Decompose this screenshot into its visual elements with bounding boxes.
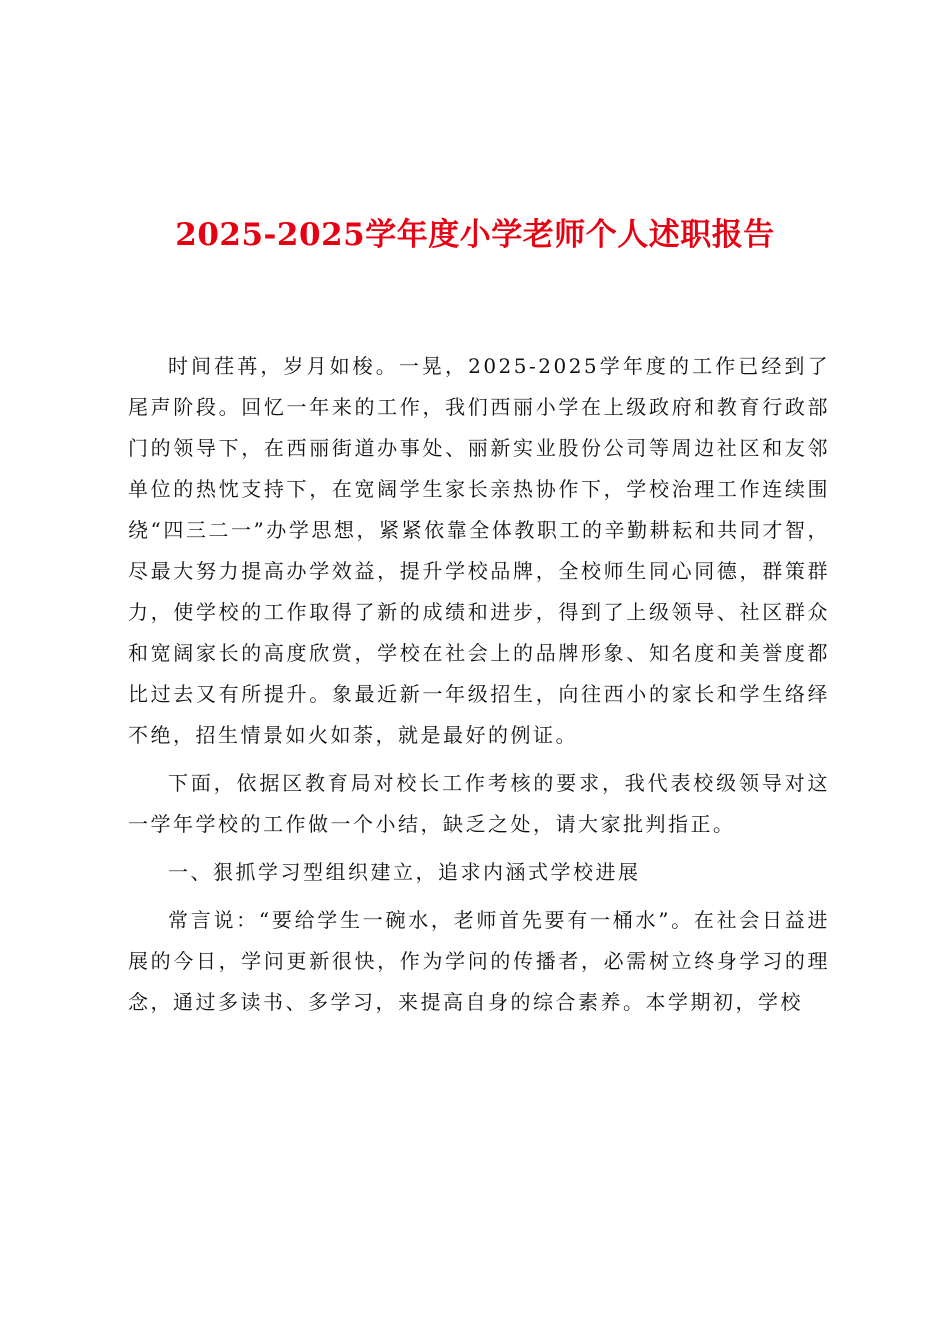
document-title: 2025-2025学年度小学老师个人述职报告 [175,217,775,253]
paragraph-summary-note: 下面，依据区教育局对校长工作考核的要求，我代表校级领导对这一学年学校的工作做一个小结，缺乏之处，请大家批判指正。 [128,771,830,836]
paragraph-intro: 时间荏苒，岁月如梭。一晃，2025-2025学年度的工作已经到了尾声阶段。回忆一年来的工作，我们西丽小学在上级政府和教育行政部门的领导下，在西丽街道办事处、丽新实业股份公司等周边社区和友邻单位的热忱支持下，在宽阔学生家长亲热协作下，学校治理工作连续围绕“四三二一”办学思想，紧紧依靠全体教职工的辛勤耕耘和共同才智，尽最大努力提高办学效益，提升学校品牌，全校师生同心同德，群策群力，使学校的工作取得了新的成绩和进步，得到了上级领导、社区群众和宽阔家长的高度欣赏，学校在社会上的品牌形象、知名度和美誉度都比过去又有所提升。象最近新一年级招生，向往西小的家长和学生络绎不绝，招生情景如火如荼，就是最好的例证。 [128,354,830,747]
document-body [128,346,830,1030]
paragraph-section-1: 常言说：“要给学生一碗水，老师首先要有一桶水”。在社会日益进展的今日，学问更新很快，作为学问的传播者，必需树立终身学习的理念，通过多读书、多学习，来提高自身的综合素养。本学期初，学校 [128,908,830,1014]
section-heading-1: 一、狠抓学习型组织建立，追求内涵式学校进展 [168,860,641,884]
